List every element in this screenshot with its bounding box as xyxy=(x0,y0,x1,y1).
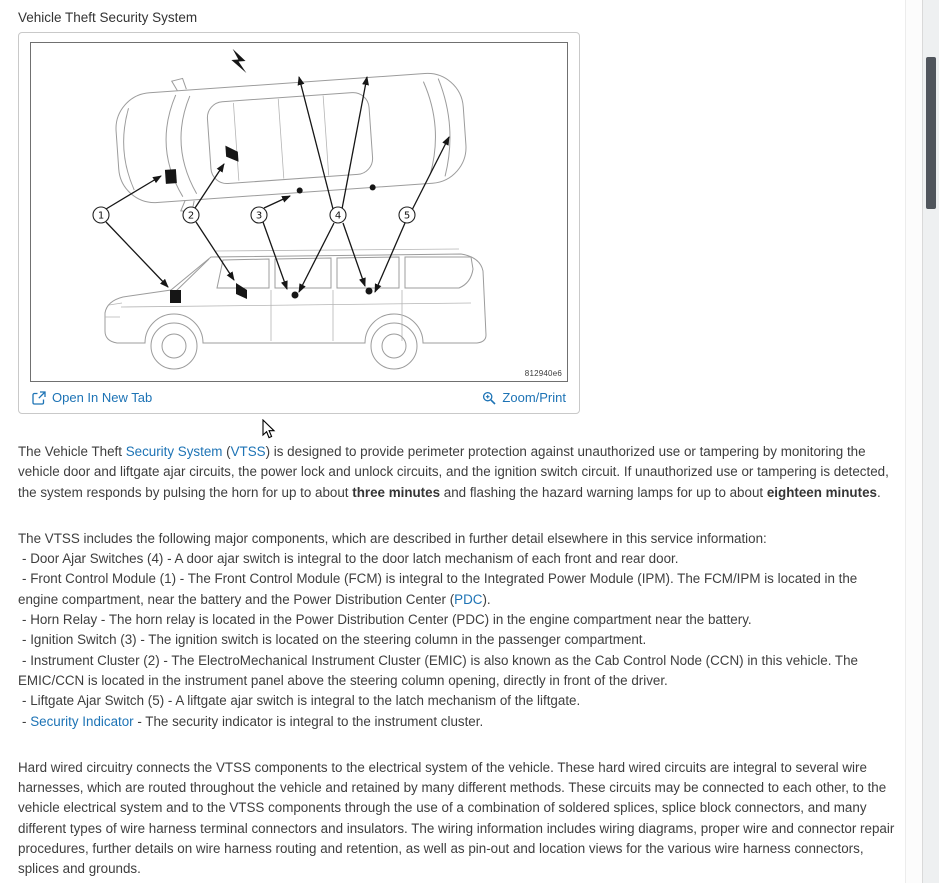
inline-link[interactable]: VTSS xyxy=(230,444,266,459)
vehicle-side-view xyxy=(105,249,486,369)
door-switch-marker-side-rear xyxy=(366,288,373,295)
inner-scroll-gutter xyxy=(905,0,922,883)
inline-link[interactable]: PDC xyxy=(454,591,483,607)
figure-panel xyxy=(18,32,580,414)
svg-text:1: 1 xyxy=(97,210,105,222)
zoom-print-label: Zoom/Print xyxy=(502,390,566,405)
open-in-new-tab-link[interactable] xyxy=(32,390,152,405)
door-switch-marker-side-front xyxy=(292,292,299,299)
callout-4 xyxy=(330,207,346,223)
zoom-print-link[interactable] xyxy=(482,390,566,405)
intro-paragraph: The Vehicle Theft Security System (VTSS) is designed to provide perimeter protection against unauthorized use or tampering by monitoring the vehicle door and liftgate ajar circuits, the power lock and unlock circuits, and the ignition switch circuit. If unauthorized use or tampering is detected, the system responds by pulsing the horn for up to about three minutes and flashing the hazard warning lamps for up to about eighteen minutes. xyxy=(18,444,889,500)
door-switch-marker-top xyxy=(369,184,375,190)
list-item-horn-relay: - Horn Relay - The horn relay is located in the Power Distribution Center (PDC) in the engine compartment near the battery. xyxy=(22,612,752,628)
svg-text:4: 4 xyxy=(334,210,342,222)
callout-2 xyxy=(183,207,199,223)
components-intro: The VTSS includes the following major components, which are described in further detail elsewhere in this service information: xyxy=(18,530,767,546)
list-item-instrument-cluster: - Instrument Cluster (2) - The ElectroMechanical Instrument Cluster (EMIC) is also known as the Cab Control Node (CCN) in this vehicle. The EMIC/CCN is located in the instrument panel above the steering column opening, directly in front of the driver. xyxy=(18,652,858,688)
list-item-door-ajar-switches: - Door Ajar Switches (4) - A door ajar switch is integral to the door latch mechanism of each front and rear door. xyxy=(22,551,679,567)
open-in-new-tab-label: Open In New Tab xyxy=(52,390,153,405)
pointer-marker xyxy=(231,48,247,74)
figure-toolbar xyxy=(30,382,568,407)
vtss-component-location-diagram xyxy=(31,43,567,381)
component-list xyxy=(18,549,895,732)
callout-5 xyxy=(399,207,415,223)
list-item-security-indicator: - Security Indicator - The security indicator is integral to the instrument cluster. xyxy=(22,713,484,729)
scrollbar-thumb[interactable] xyxy=(926,57,936,209)
inline-link[interactable]: Security System xyxy=(125,444,223,459)
list-item-ignition-switch: - Ignition Switch (3) - The ignition switch is located on the steering column in the passenger compartment. xyxy=(22,632,647,648)
callout-3 xyxy=(251,207,267,223)
list-item-liftgate-ajar-switch: - Liftgate Ajar Switch (5) - A liftgate ajar switch is integral to the latch mechanism of the liftgate. xyxy=(22,693,581,709)
inline-link[interactable]: Security Indicator xyxy=(30,713,134,729)
svg-text:2: 2 xyxy=(187,210,195,222)
list-item-front-control-module: - Front Control Module (1) - The Front Control Module (FCM) is integral to the Integrated Power Module (IPM). The FCM/IPM is located in the engine compartment, near the battery and the Power Distribution Center (PDC). xyxy=(18,571,858,607)
scrollbar[interactable] xyxy=(922,0,939,883)
svg-text:3: 3 xyxy=(255,210,263,222)
external-link-icon xyxy=(32,391,46,405)
svg-text:5: 5 xyxy=(403,210,411,222)
cluster-marker-side xyxy=(236,283,247,299)
fcm-marker-top xyxy=(165,169,177,184)
page-title: Vehicle Theft Security System xyxy=(18,10,198,25)
vehicle-top-view xyxy=(111,43,469,217)
vehicle-diagram[interactable] xyxy=(30,42,568,382)
figure-code: 812940e6 xyxy=(524,369,562,378)
callout-arrows xyxy=(106,77,449,292)
callout-1 xyxy=(93,207,109,223)
magnifier-zoom-icon xyxy=(482,391,496,405)
wiring-paragraph: Hard wired circuitry connects the VTSS components to the electrical system of the vehicle. These hard wired circuits are integral to several wire harnesses, which are routed throughout the vehicle and retained by many different methods. These circuits may be connected to each other, to the vehicle electrical system and to the VTSS components through the use of a combination of soldered splices, splice block connectors, and many different types of wire harness terminal connectors and insulators. The wiring information includes wiring diagrams, proper wire and connector repair procedures, further details on wire harness routing and retention, as well as pin-out and location views for the various wire harness connectors, splices and grounds. xyxy=(18,759,895,877)
fcm-marker-side xyxy=(170,290,181,303)
